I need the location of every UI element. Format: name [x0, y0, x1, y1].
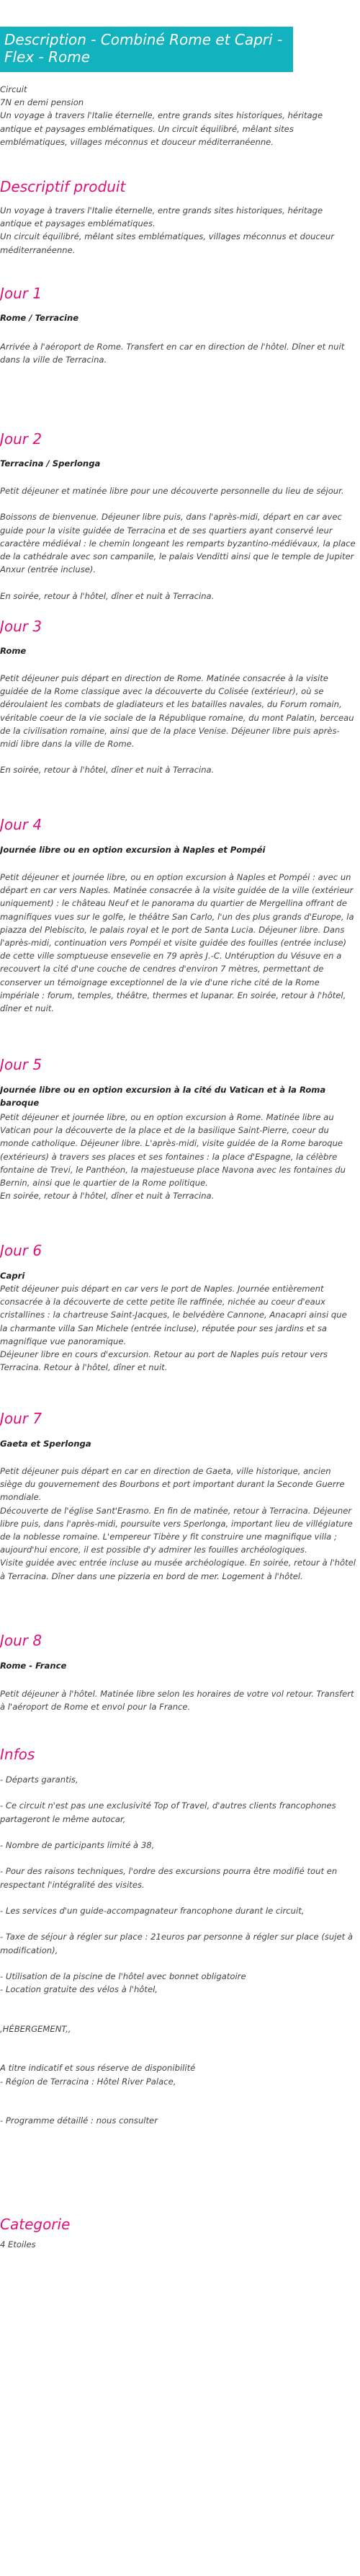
descriptif-heading: Descriptif produit: [0, 178, 126, 195]
day-5-subtitle: Journée libre ou en option excursion à la cité du Vatican et à la Roma baroque: [0, 1085, 326, 1109]
categorie-heading: Categorie: [0, 2216, 71, 2233]
day-3-text: Petit déjeuner puis départ en direction de Rome. Matinée consacrée à la visite guidée de la Rome classique avec la découverte du Colisée (extérieur), où se déroulaient les combats de gladiateurs et les batailles navales, du Forum romain, véritable coeur de la vie sociale de la République romaine, du mont Palatin, berceau de la civilisation romaine, ainsi que de la place Venise. Déjeuner libre puis après-midi libre dans la ville de Rome. En soirée, retour à l'hôtel, dîner et nuit à Terracina.: [0, 673, 354, 776]
categorie-text: 4 Etoiles: [0, 2239, 36, 2249]
day-1-text: Arrivée à l'aéroport de Rome. Transfert en car en direction de l'hôtel. Dîner et nuit dans la ville de Terracina.: [0, 342, 345, 365]
day-4-text: Petit déjeuner et journée libre, ou en option excursion à Naples et Pompéi : avec un départ en car vers Naples. Matinée consacrée à la visite guidée de la ville (extérieur uniquement) : le château Neuf et le panorama du quartier de Mergellina offrant de magnifiques vues sur le golfe, le théâtre San Carlo, l'un des plus grands d'Europe, la piazza del Plebiscito, le palais royal et le port de Santa Lucia. Déjeuner libre. Dans l'après-midi, continuation vers Pompéi et visite guidée des fouilles (entrée incluse) de cette ville somptueuse ensevelie en 79 après J.-C. Untéruption du Vésuve en a recouvert la cité d'une couche de cendres d'environ 7 mètres, permettant de conserver un témoignage exceptionnel de la vie d'une riche cité de la Rome impériale : forum, temples, théâtre, thermes et lupanar. En soirée, retour à l'hôtel, dîner et nuit.: [0, 872, 354, 1014]
day-1-subtitle: Rome / Terracine: [0, 313, 79, 323]
day-7-text: Petit déjeuner puis départ en car en direction de Gaeta, ville historique, ancien siège du gouvernement des Bourbons et port important durant la Seconde Guerre mondiale. Découverte de l'église Sant'Erasmo. En fin de matinée, retour à Terracina. Déjeuner libre puis, dans l'après-midi, poursuite vers Sperlonga, important lieu de villégiature de la noblesse romaine. L'empereur Tibère y fit construire une magnifique villa ; aujourd'hui encore, il est possible d'y admirer les fouilles archéologiques. Visite guidée avec entrée incluse au musée archéologique. En soirée, retour à l'hôtel à Terracina. Dîner dans une pizzeria en bord de mer. Logement à l'hôtel.: [0, 1466, 356, 1581]
intro-text: Circuit 7N en demi pension Un voyage à travers l'Italie éternelle, entre grands sites historiques, héritage antique et paysages emblématiques. Un circuit équilibré, mêlant sites emblématiques, villages méconnus et douceur méditerranéenne.: [0, 84, 323, 147]
day-2-heading: Jour 2: [0, 430, 42, 448]
day-2-subtitle: Terracina / Sperlonga: [0, 458, 101, 468]
day-8-text: Petit déjeuner à l'hôtel. Matinée libre selon les horaires de votre vol retour. Transfert à l'aéroport de Rome et envol pour la France.: [0, 1689, 354, 1713]
day-7-heading: Jour 7: [0, 1410, 42, 1427]
day-6-subtitle: Capri: [0, 1271, 25, 1281]
descriptif-text: Un voyage à travers l'Italie éternelle, entre grands sites historiques, héritage antique et paysages emblématiques. Un circuit équilibré, mêlant sites emblématiques, villages méconnus et douceur méditerranéenne.: [0, 205, 335, 255]
infos-heading: Infos: [0, 1746, 35, 1763]
day-5-text: Petit déjeuner et journée libre, ou en option excursion à Rome. Matinée libre au Vatican pour la découverte de la place et de la basilique Saint-Pierre, coeur du monde catholique. Déjeuner libre. L'après-midi, visite guidée de la Rome baroque (extérieurs) à travers ses places et ses fontaines : la place d'Espagne, la célèbre fontaine de Trevi, le Panthéon, la majestueuse place Navona avec les fontaines du Bernin, ainsi que le quartier de la Rome politique. En soirée, retour à l'hôtel, dîner et nuit à Terracina.: [0, 1112, 346, 1202]
day-4-heading: Jour 4: [0, 816, 42, 833]
day-1-heading: Jour 1: [0, 285, 42, 302]
day-3-subtitle: Rome: [0, 646, 27, 656]
day-4-subtitle: Journée libre ou en option excursion à Naples et Pompéi: [0, 845, 266, 855]
day-2-text: Petit déjeuner et matinée libre pour une découverte personnelle du lieu de séjour. Boissons de bienvenue. Déjeuner libre puis, dans l'après-midi, départ en car avec guide pour la visite guidée de Terracina et de ses quartiers ayant conservé leur caractère médiéval : le chemin longeant les remparts byzantino-médiévaux, la place de la cathédrale avec son campanile, le palais Venditti ainsi que le temple de Jupiter Anxur (entrée incluse). En soirée, retour à l'hôtel, dîner et nuit à Terracina.: [0, 486, 356, 601]
page-title-bar: [0, 27, 293, 72]
day-6-heading: Jour 6: [0, 1242, 42, 1259]
day-7-subtitle: Gaeta et Sperlonga: [0, 1439, 91, 1449]
day-5-heading: Jour 5: [0, 1056, 42, 1073]
day-6-text: Petit déjeuner puis départ en car vers le port de Naples. Journée entièrement consacrée à la découverte de cette petite île raffinée, nichée au coeur d'eaux cristallines : la chartreuse Saint-Jacques, le belvédère Cannone, Anacapri ainsi que la charmante villa San Michele (entrée incluse), réputée pour ses jardins et sa magnifique vue panoramique. Déjeuner libre en cours d'excursion. Retour au port de Naples puis retour vers Terracina. Retour à l'hôtel, dîner et nuit.: [0, 1284, 347, 1373]
infos-text: - Départs garantis, - Ce circuit n'est pas une exclusivité Top of Travel, d'autres clients francophones partageront le même autocar, - Nombre de participants limité à 38, - Pour des raisons techniques, l'ordre des excursions pourra être modifié tout en respectant l'intégralité des visites. - Les services d'un guide-accompagnateur francophone durant le circuit, - Taxe de séjour à régler sur place : 21euros par personne à régler sur place (sujet à modification), - Utilisation de la piscine de l'hôtel avec bonnet obligatoire - Location gratuite des vélos à l'hôtel, ,HÉBERGEMENT,, A titre indicatif et sous réserve de disponibilité - Région de Terracina : Hôtel River Palace, - Programme détaillé : nous consulter: [0, 1775, 353, 2126]
day-8-heading: Jour 8: [0, 1632, 42, 1649]
page-title: Description - Combiné Rome et Capri - Flex - Rome: [4, 31, 283, 66]
day-8-subtitle: Rome - France: [0, 1661, 67, 1671]
day-3-heading: Jour 3: [0, 618, 42, 635]
